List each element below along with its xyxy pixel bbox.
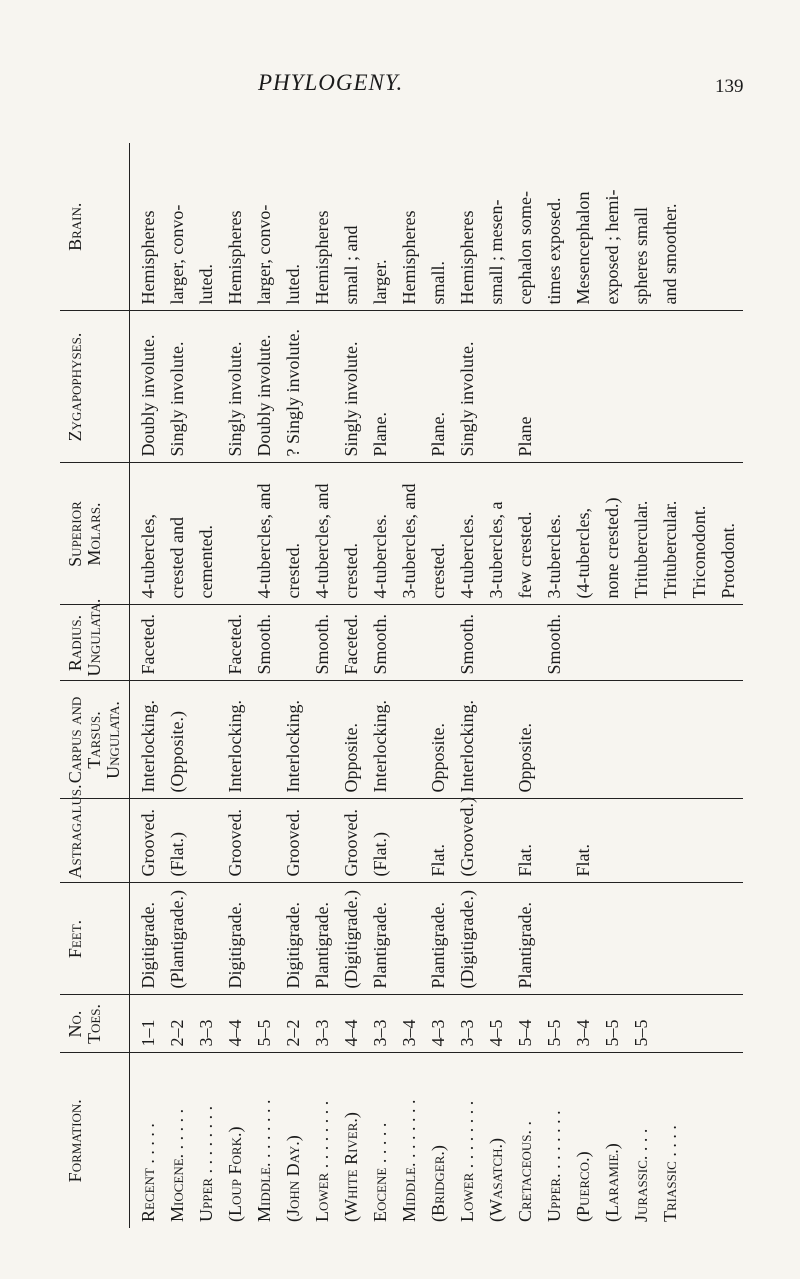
formation-entry: (Loup Fork.) xyxy=(225,1126,245,1222)
astragalus-entry xyxy=(250,806,279,877)
molars-entry: 4-tubercles. xyxy=(370,514,390,599)
toes-entry: 3–4 xyxy=(399,1019,419,1047)
rotated-table-wrapper xyxy=(60,143,738,1228)
radius-entry xyxy=(511,612,540,675)
brain-entry: larger, convo- xyxy=(254,204,274,305)
phylogeny-table xyxy=(60,143,743,1228)
feet-entry: Plantigrade. xyxy=(515,902,535,989)
zygapophyses-entry: Doubly involute. xyxy=(138,334,158,457)
formation-entry: Eocene . . . . . xyxy=(370,1122,390,1222)
toes-entry: 5–5 xyxy=(544,1019,564,1047)
formation-entry: Cretaceous. . xyxy=(515,1120,535,1222)
toes-entry: 4–5 xyxy=(486,1019,506,1047)
header-brain: Brain. xyxy=(60,143,130,311)
toes-entry: 3–3 xyxy=(312,1019,332,1047)
molars-entry: Tritubercular. xyxy=(660,500,680,599)
molars-entry xyxy=(221,470,250,599)
formation-entry: (Wasatch.) xyxy=(486,1137,506,1222)
header-row xyxy=(60,143,130,1228)
carpus-entry: (Opposite.) xyxy=(167,711,187,793)
carpus-tarsus-cell xyxy=(130,681,744,799)
header-feet: Feet. xyxy=(60,883,130,995)
radius-entry: Faceted. xyxy=(225,614,245,675)
molars-entry: (4-tubercles, xyxy=(573,508,593,599)
toes-entry: 5–5 xyxy=(631,1019,651,1047)
toes-entry: 3–3 xyxy=(196,1019,216,1047)
astragalus-entry: (Flat.) xyxy=(370,832,390,877)
formation-entry: Lower . . . . . . . . xyxy=(457,1100,477,1222)
carpus-entry xyxy=(482,688,511,793)
radius-entry xyxy=(482,612,511,675)
toes-entry: 5–4 xyxy=(515,1019,535,1047)
formation-entry: (John Day.) xyxy=(283,1135,303,1222)
feet-entry xyxy=(250,890,279,989)
molars-entry: 4-tubercles, and xyxy=(254,483,274,599)
molars-entry: Triconodont. xyxy=(689,505,709,599)
carpus-entry: Opposite. xyxy=(515,723,535,793)
feet-entry: Digitigrade. xyxy=(283,902,303,989)
formation-entry: (Laramie.) xyxy=(602,1143,622,1222)
formation-entry: Recent . . . . . xyxy=(138,1123,158,1222)
carpus-entry: Interlocking. xyxy=(225,700,245,793)
radius-entry: Smooth. xyxy=(457,613,477,675)
radius-entry xyxy=(192,612,221,675)
astragalus-entry: Grooved. xyxy=(225,809,245,877)
brain-entry: small ; and xyxy=(341,225,361,305)
brain-entry: times exposed. xyxy=(544,197,564,305)
brain-entry: larger, convo- xyxy=(167,204,187,305)
astragalus-entry: Flat. xyxy=(515,843,535,877)
radius-entry xyxy=(424,612,453,675)
astragalus-entry: Grooved. xyxy=(341,809,361,877)
molars-entry: few crested. xyxy=(515,511,535,599)
astragalus-entry: Flat. xyxy=(428,843,448,877)
astragalus-entry: (Flat.) xyxy=(167,832,187,877)
toes-entry: 5–5 xyxy=(254,1019,274,1047)
molars-entry: crested. xyxy=(428,543,448,599)
formation-entry: (Bridger.) xyxy=(428,1145,448,1222)
page-number: 139 xyxy=(715,76,744,97)
brain-entry: cephalon some- xyxy=(515,191,535,305)
toes-entry: 3–4 xyxy=(573,1019,593,1047)
carpus-entry: Interlocking. xyxy=(370,700,390,793)
carpus-entry: Interlocking. xyxy=(138,700,158,793)
brain-entry: spheres small xyxy=(631,207,651,305)
radius-entry: Smooth. xyxy=(544,613,564,675)
astragalus-entry xyxy=(192,806,221,877)
astragalus-entry: Grooved. xyxy=(138,809,158,877)
zygapophyses-entry xyxy=(482,318,511,457)
feet-entry: (Digitigrade.) xyxy=(341,890,361,989)
zygapophyses-entry: Singly involute. xyxy=(225,341,245,457)
header-superior-molars: Superior Molars. xyxy=(60,463,130,605)
radius-entry xyxy=(163,612,192,675)
molars-entry: 4-tubercles, xyxy=(138,514,158,599)
brain-cell xyxy=(130,143,744,311)
header-radius: Radius. Ungulata. xyxy=(60,605,130,681)
feet-entry: Digitigrade. xyxy=(138,902,158,989)
formation-cell xyxy=(130,1053,744,1228)
molars-entry: none crested.) xyxy=(602,497,622,599)
formation-entry: (Puerco.) xyxy=(573,1151,593,1222)
radius-entry: Faceted. xyxy=(138,614,158,675)
formation-entry: Miocene. . . . . . xyxy=(167,1108,187,1222)
toes-entry: 4–3 xyxy=(428,1019,448,1047)
astragalus-entry xyxy=(395,806,424,877)
molars-entry: 4-tubercles. xyxy=(457,514,477,599)
brain-entry: luted. xyxy=(196,264,216,305)
radius-entry: Faceted. xyxy=(341,614,361,675)
astragalus-entry: Grooved. xyxy=(283,809,303,877)
brain-entry: Hemispheres xyxy=(225,210,245,305)
carpus-entry: Interlocking. xyxy=(283,700,303,793)
feet-entry xyxy=(192,890,221,989)
brain-entry: Hemispheres xyxy=(312,210,332,305)
feet-entry: Plantigrade. xyxy=(370,902,390,989)
zygapophyses-entry xyxy=(395,318,424,457)
carpus-entry: Opposite. xyxy=(341,723,361,793)
brain-entry: Hemispheres xyxy=(399,210,419,305)
toes-entry: 3–3 xyxy=(457,1019,477,1047)
astragalus-entry: Flat. xyxy=(573,843,593,877)
molars-entry: 3-tubercles. xyxy=(544,514,564,599)
astragalus-entry xyxy=(540,806,569,877)
radius-entry: Smooth. xyxy=(254,613,274,675)
toes-entry: 4–4 xyxy=(341,1019,361,1047)
radius-entry xyxy=(279,612,308,675)
feet-entry: Plantigrade. xyxy=(428,902,448,989)
toes-cell xyxy=(130,995,744,1053)
header-astragalus: Astragalus. xyxy=(60,799,130,883)
zygapophyses-entry: Plane. xyxy=(370,412,390,457)
formation-entry: Lower . . . . . . . . xyxy=(312,1100,332,1222)
radius-cell xyxy=(130,605,744,681)
toes-entry: 2–2 xyxy=(167,1019,187,1047)
zygapophyses-entry xyxy=(192,318,221,457)
astragalus-entry: (Grooved.) xyxy=(457,797,477,877)
formation-entry: Upper . . . . . . . . xyxy=(196,1105,216,1222)
molars-entry: 4-tubercles, and xyxy=(312,483,332,599)
carpus-entry: Opposite. xyxy=(428,723,448,793)
molars-entry: 3-tubercles, and xyxy=(399,483,419,599)
formation-entry: Upper. . . . . . . . xyxy=(544,1110,564,1222)
zygapophyses-cell xyxy=(130,311,744,463)
feet-entry: (Plantigrade.) xyxy=(167,890,187,989)
radius-entry xyxy=(395,612,424,675)
feet-entry: Digitigrade. xyxy=(225,902,245,989)
header-formation: Formation. xyxy=(60,1053,130,1228)
zygapophyses-entry: Singly involute. xyxy=(457,341,477,457)
formation-entry: Triassic . . . . xyxy=(660,1125,680,1222)
brain-entry: exposed ; hemi- xyxy=(602,189,622,305)
formation-entry: (White River.) xyxy=(341,1112,361,1222)
toes-entry: 5–5 xyxy=(602,1019,622,1047)
formation-entry: Jurassic. . . . xyxy=(631,1128,651,1222)
zygapophyses-entry: Plane xyxy=(515,416,535,457)
carpus-entry xyxy=(192,688,221,793)
feet-entry xyxy=(482,890,511,989)
carpus-entry xyxy=(395,688,424,793)
carpus-entry: Interlocking. xyxy=(457,700,477,793)
header-zygapophyses: Zygapophyses. xyxy=(60,311,130,463)
molars-entry: Protodont. xyxy=(718,522,738,599)
superior-molars-cell xyxy=(130,463,744,605)
astragalus-entry xyxy=(482,806,511,877)
toes-entry: 1–1 xyxy=(138,1019,158,1047)
zygapophyses-entry xyxy=(308,318,337,457)
zygapophyses-entry: Plane. xyxy=(428,412,448,457)
molars-entry: crested and xyxy=(167,517,187,599)
header-toes: No. Toes. xyxy=(60,995,130,1053)
brain-entry: small ; mesen- xyxy=(486,199,506,305)
header-carpus-tarsus: Carpus and Tarsus. Ungulata. xyxy=(60,681,130,799)
molars-entry: crested. xyxy=(283,543,303,599)
molars-entry: 3-tubercles, a xyxy=(486,501,506,599)
zygapophyses-entry: Singly involute. xyxy=(341,341,361,457)
molars-entry: Tritubercular. xyxy=(631,500,651,599)
brain-entry: larger. xyxy=(370,259,390,305)
molars-entry: crested. xyxy=(341,543,361,599)
radius-entry: Smooth. xyxy=(370,613,390,675)
zygapophyses-entry: Singly involute. xyxy=(167,341,187,457)
feet-cell xyxy=(130,883,744,995)
brain-entry: luted. xyxy=(283,264,303,305)
formation-entry: Middle. . . . . . . . xyxy=(399,1099,419,1222)
feet-entry: (Digitigrade.) xyxy=(457,890,477,989)
feet-entry xyxy=(395,890,424,989)
running-head: PHYLOGENY. xyxy=(258,70,404,95)
molars-entry: cemented. xyxy=(196,525,216,599)
brain-entry: Hemispheres xyxy=(138,210,158,305)
radius-entry: Smooth. xyxy=(312,613,332,675)
zygapophyses-entry: Doubly involute. xyxy=(254,334,274,457)
brain-entry: and smoother. xyxy=(660,203,680,305)
brain-entry: small. xyxy=(428,261,448,305)
astragalus-cell xyxy=(130,799,744,883)
brain-entry: Mesencephalon xyxy=(573,191,593,305)
astragalus-entry xyxy=(308,806,337,877)
feet-entry: Plantigrade. xyxy=(312,902,332,989)
toes-entry: 3–3 xyxy=(370,1019,390,1047)
carpus-entry xyxy=(308,688,337,793)
formation-entry: Middle. . . . . . . . xyxy=(254,1099,274,1222)
brain-entry: Hemispheres xyxy=(457,210,477,305)
carpus-entry xyxy=(250,688,279,793)
toes-entry: 2–2 xyxy=(283,1019,303,1047)
zygapophyses-entry: ? Singly involute. xyxy=(283,329,303,457)
body-row xyxy=(130,143,744,1228)
toes-entry: 4–4 xyxy=(225,1019,245,1047)
